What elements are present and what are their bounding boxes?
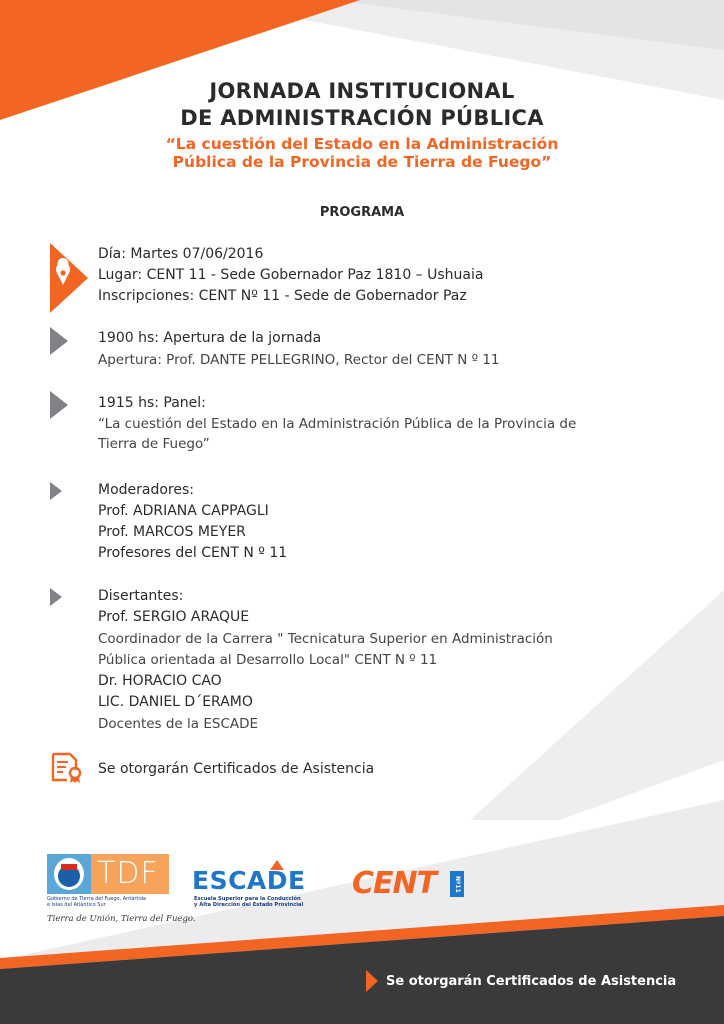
footer-arrow-icon [366,970,378,992]
event-date: Día: Martes 07/06/2016 [98,246,264,262]
event-registration: Inscripciones: CENT Nº 11 - Sede de Gobernador Paz [98,288,467,304]
event-place: Lugar: CENT 11 - Sede Gobernador Paz 1810 – Ushuaia [98,267,484,283]
speaker-name: LIC. DANIEL D´ERAMO [98,694,253,710]
opening-detail: Apertura: Prof. DANTE PELLEGRINO, Rector del CENT N º 11 [98,352,500,368]
play-arrow-icon [50,482,62,500]
play-arrow-icon [50,327,68,355]
speakers-role: Docentes de la ESCADE [98,716,259,732]
moderator-name: Prof. ADRIANA CAPPAGLI [98,503,269,519]
opening-title: 1900 hs: Apertura de la jornada [98,330,322,346]
moderator-name: Prof. MARCOS MEYER [98,524,246,540]
escade-caption-line1: Escuela Superior para la Conducción [194,896,301,902]
location-pin-icon [50,243,88,313]
escade-logo [192,860,328,910]
page-title-line2: DE ADMINISTRACIÓN PÚBLICA [180,106,544,130]
tdf-logo [47,854,196,934]
panel-title: 1915 hs: Panel: [98,395,206,411]
subtitle-line1: “La cuestión del Estado en la Administración [165,135,559,153]
tdf-mark: TDF [97,856,159,891]
subtitle-line2: Pública de la Provincia de Tierra de Fuego” [172,153,552,171]
speakers-heading: Disertantes: [98,588,184,604]
speaker-name: Prof. SERGIO ARAQUE [98,609,250,625]
page-title-line1: JORNADA INSTITUCIONAL [209,79,515,103]
play-arrow-icon [50,391,68,419]
program-heading: PROGRAMA [319,205,405,220]
cent-logo [352,866,468,906]
tdf-caption-line1: Gobierno de Tierra del Fuego, Antártida [47,896,146,902]
tdf-tagline: Tierra de Unión, Tierra del Fuego. [47,914,196,924]
tdf-caption-line2: e Islas del Atlántico Sur [47,902,106,908]
moderators-role: Profesores del CENT N º 11 [98,545,288,561]
escade-mark: ESCADE [192,866,306,895]
panel-detail-line2: Tierra de Fuego” [98,436,210,452]
footer-certificate-text: Se otorgarán Certificados de Asistencia [386,974,677,989]
cent-badge: Nº11 [450,871,464,897]
cent-mark: CENT [352,866,437,901]
play-arrow-icon [50,588,62,606]
escade-caption-line2: y Alta Dirección del Estado Provincial [194,902,304,908]
right-gray-band [470,590,724,820]
panel-detail-line1: “La cuestión del Estado en la Administración Pública de la Provincia de [98,416,577,432]
certificate-icon [50,752,84,784]
certificate-text: Se otorgarán Certificados de Asistencia [98,761,375,777]
speaker-name: Dr. HORACIO CAO [98,673,222,689]
speaker-role-line1: Coordinador de la Carrera " Tecnicatura Superior en Administración [98,631,553,647]
moderators-heading: Moderadores: [98,482,195,498]
speaker-role-line2: Pública orientada al Desarrollo Local" CENT N º 11 [98,652,438,668]
